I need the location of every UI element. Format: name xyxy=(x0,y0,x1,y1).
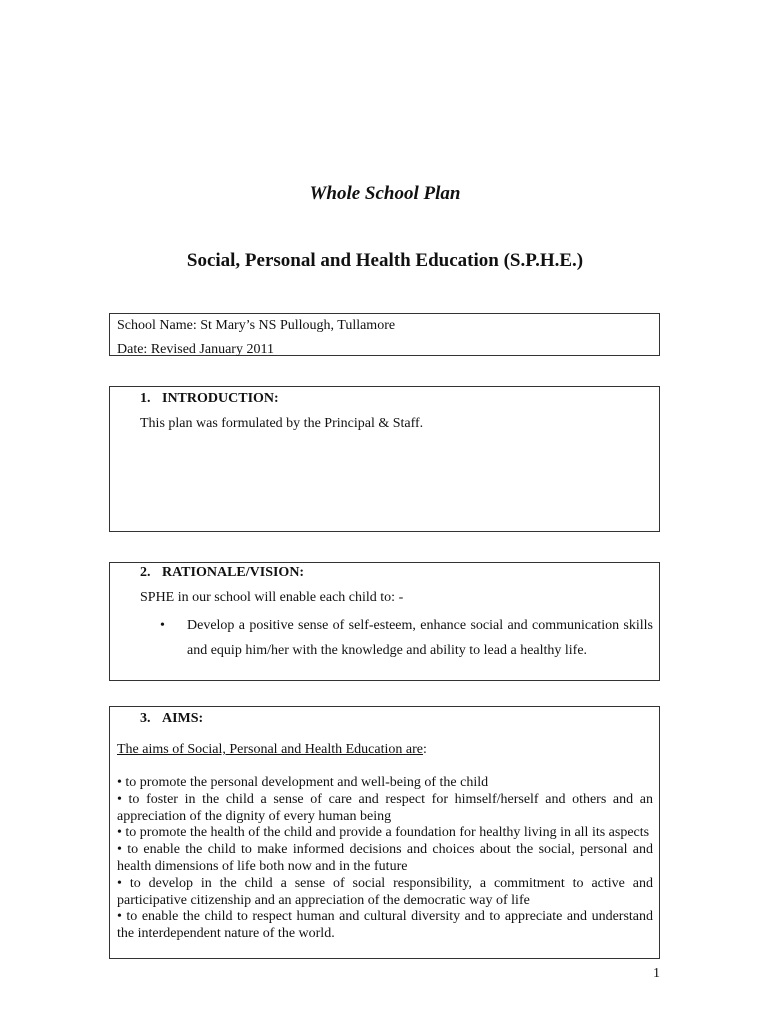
aims-heading-text: AIMS: xyxy=(162,711,204,726)
aims-number: 3. xyxy=(140,711,151,726)
aims-intro-suffix: : xyxy=(422,742,427,757)
school-name-line: School Name: St Mary’s NS Pullough, Tullamore xyxy=(117,318,396,333)
introduction-heading xyxy=(140,389,659,413)
rationale-section xyxy=(109,562,660,681)
aim-item: • to promote the personal development and well-being of the child xyxy=(117,775,489,790)
introduction-text: This plan was formulated by the Principal & Staff. xyxy=(140,416,424,431)
aim-item: • to foster in the child a sense of care and respect for himself/herself and others and an appreciation of the dignity of every human being xyxy=(117,791,653,824)
aims-heading xyxy=(140,709,653,733)
aims-list xyxy=(117,775,653,943)
aim-item: • to develop in the child a sense of social responsibility, a commitment to active and participative citizenship and an appreciation of the democratic way of life xyxy=(117,875,653,908)
page-number: 1 xyxy=(653,966,660,981)
rationale-text: SPHE in our school will enable each child to: - xyxy=(140,590,404,605)
rationale-number: 2. xyxy=(140,565,151,580)
aims-intro-underlined: The aims of Social, Personal and Health Education are xyxy=(117,742,423,757)
date-line: Date: Revised January 2011 xyxy=(117,342,274,357)
document-subtitle: Social, Personal and Health Education (S.P.H.E.) xyxy=(186,250,584,271)
introduction-section xyxy=(109,386,660,532)
aims-intro xyxy=(117,741,653,759)
bullet-icon: • xyxy=(160,618,165,633)
document-title: Whole School Plan xyxy=(309,183,461,204)
aims-section xyxy=(109,706,660,959)
school-info-box xyxy=(109,313,660,356)
rationale-heading-text: RATIONALE/VISION: xyxy=(162,565,305,580)
introduction-number: 1. xyxy=(140,391,151,406)
aim-item: • to enable the child to respect human and cultural diversity and to appreciate and understand the interdependent nature of the world. xyxy=(117,909,653,942)
aim-item: • to promote the health of the child and provide a foundation for healthy living in all its aspects xyxy=(117,825,650,841)
rationale-heading xyxy=(140,563,659,587)
rationale-bullet-item xyxy=(140,613,659,663)
rationale-bullet-text: Develop a positive sense of self-esteem, enhance social and communication skills and equip him/her with the knowledge and ability to lead a healthy life. xyxy=(187,618,653,658)
introduction-heading-text: INTRODUCTION: xyxy=(162,391,279,406)
aim-item: • to enable the child to make informed decisions and choices about the social, personal and health dimensions of life both now and in the future xyxy=(117,842,653,874)
